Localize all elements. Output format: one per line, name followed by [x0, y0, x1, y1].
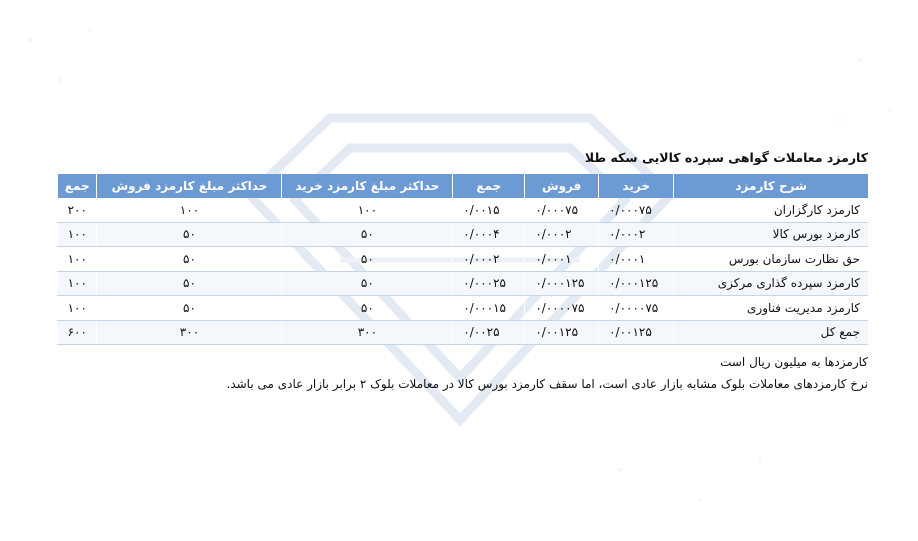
cell-sell: ۰/۰۰۰۰۷۵ — [525, 296, 599, 321]
column-header-total: جمع — [453, 174, 525, 198]
cell-buy: ۰/۰۰۰۱۲۵ — [599, 271, 674, 296]
cell-grand-total: ۱۰۰ — [58, 247, 97, 272]
cell-description: کارمزد کارگزاران — [674, 198, 868, 222]
fees-table — [57, 174, 868, 345]
cell-max-sell-fee: ۵۰ — [97, 271, 282, 296]
cell-sell: ۰/۰۰۰۲ — [525, 222, 599, 247]
cell-grand-total: ۶۰۰ — [58, 320, 97, 345]
cell-grand-total: ۲۰۰ — [58, 198, 97, 222]
cell-max-buy-fee: ۱۰۰ — [282, 198, 453, 222]
column-header-buy: خرید — [599, 174, 674, 198]
page-title: کارمزد معاملات گواهی سپرده کالایی سکه طلا — [584, 150, 868, 165]
cell-total: ۰/۰۰۲۵ — [453, 320, 525, 345]
column-header-description: شرح کارمزد — [674, 174, 868, 198]
column-header-max-sell-fee: حداکثر مبلغ کارمزد فروش — [97, 174, 282, 198]
note-block-trades: نرخ کارمزدهای معاملات بلوک مشابه بازار عادی است، اما سقف کارمزد بورس کالا در معاملات بلوک ۲ برابر بازار عادی می باشد. — [226, 377, 868, 391]
cell-description: حق نظارت سازمان بورس — [674, 247, 868, 272]
cell-sell: ۰/۰۰۰۱۲۵ — [525, 271, 599, 296]
cell-description: کارمزد بورس کالا — [674, 222, 868, 247]
table-row — [58, 271, 869, 296]
cell-max-sell-fee: ۵۰ — [97, 247, 282, 272]
cell-max-sell-fee: ۳۰۰ — [97, 320, 282, 345]
cell-sell: ۰/۰۰۰۱ — [525, 247, 599, 272]
cell-sell: ۰/۰۰۰۷۵ — [525, 198, 599, 222]
cell-max-sell-fee: ۵۰ — [97, 296, 282, 321]
table-row-grand-total — [58, 320, 869, 345]
cell-total: ۰/۰۰۰۱۵ — [453, 296, 525, 321]
column-header-max-buy-fee: حداکثر مبلغ کارمزد خرید — [282, 174, 453, 198]
cell-max-buy-fee: ۵۰ — [282, 222, 453, 247]
table-row — [58, 296, 869, 321]
cell-buy: ۰/۰۰۰۷۵ — [599, 198, 674, 222]
cell-total: ۰/۰۰۱۵ — [453, 198, 525, 222]
cell-total: ۰/۰۰۰۲۵ — [453, 271, 525, 296]
cell-total: ۰/۰۰۰۴ — [453, 222, 525, 247]
column-header-grand-total: جمع — [58, 174, 97, 198]
cell-grand-total: ۱۰۰ — [58, 296, 97, 321]
table-row — [58, 247, 869, 272]
cell-total: ۰/۰۰۰۲ — [453, 247, 525, 272]
cell-buy: ۰/۰۰۰۲ — [599, 222, 674, 247]
cell-max-buy-fee: ۳۰۰ — [282, 320, 453, 345]
cell-buy: ۰/۰۰۰۱ — [599, 247, 674, 272]
cell-buy: ۰/۰۰۰۰۷۵ — [599, 296, 674, 321]
cell-grand-total: ۱۰۰ — [58, 222, 97, 247]
cell-description: کارمزد سپرده گذاری مرکزی — [674, 271, 868, 296]
table-row — [58, 198, 869, 222]
cell-max-sell-fee: ۱۰۰ — [97, 198, 282, 222]
cell-description: کارمزد مدیریت فناوری — [674, 296, 868, 321]
cell-max-buy-fee: ۵۰ — [282, 247, 453, 272]
cell-max-sell-fee: ۵۰ — [97, 222, 282, 247]
note-units: کارمزدها به میلیون ریال است — [720, 355, 868, 369]
column-header-sell: فروش — [525, 174, 599, 198]
cell-grand-total: ۱۰۰ — [58, 271, 97, 296]
cell-buy: ۰/۰۰۱۲۵ — [599, 320, 674, 345]
cell-description: جمع کل — [674, 320, 868, 345]
cell-sell: ۰/۰۰۱۲۵ — [525, 320, 599, 345]
table-header-row — [58, 174, 869, 198]
cell-max-buy-fee: ۵۰ — [282, 271, 453, 296]
table-row — [58, 222, 869, 247]
cell-max-buy-fee: ۵۰ — [282, 296, 453, 321]
